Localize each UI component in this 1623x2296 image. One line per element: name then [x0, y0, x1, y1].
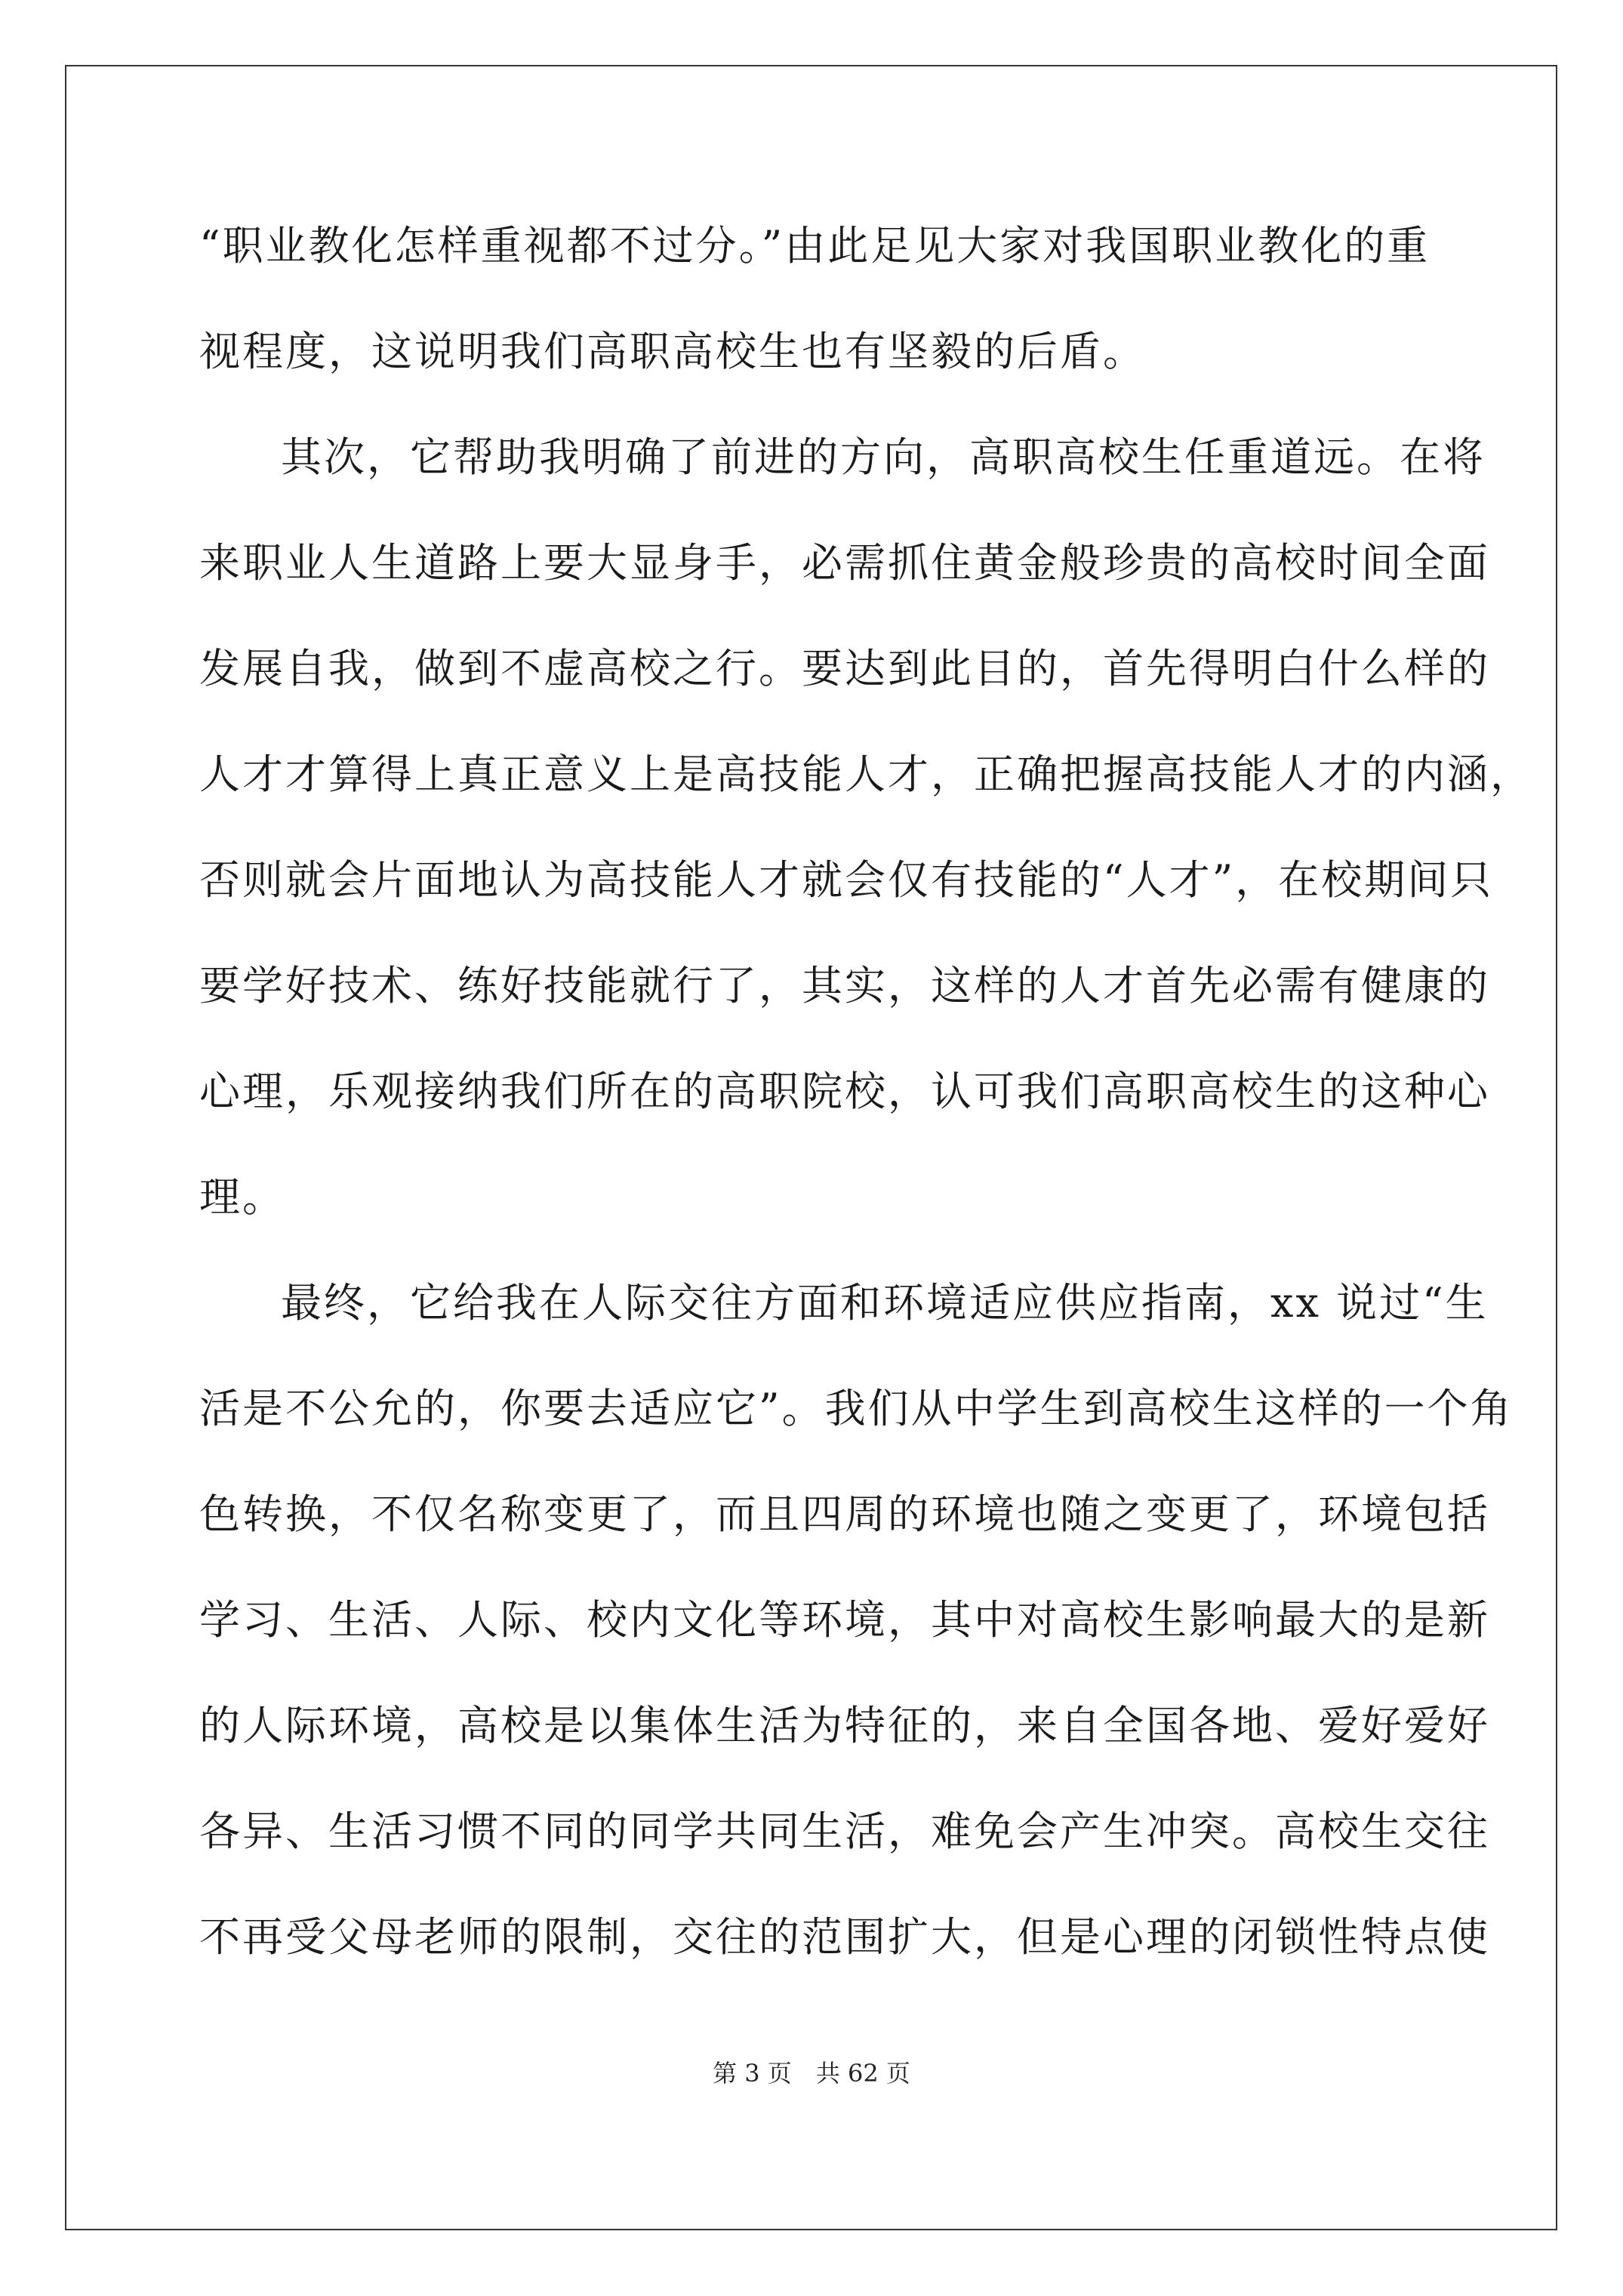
page-number: 第 3 页	[713, 2059, 792, 2088]
paragraph-start-line: 其次，它帮助我明确了前进的方向，高职高校生任重道远。在将	[281, 433, 1486, 481]
page-footer	[0, 2058, 1623, 2088]
text-line: 各异、生活习惯不同的同学共同生活，难免会产生冲突。高校生交往	[199, 1808, 1490, 1855]
text-line: 来职业人生道路上要大显身手，必需抓住黄金般珍贵的高校时间全面	[199, 539, 1490, 587]
text-line: 的人际环境，高校是以集体生活为特征的，来自全国各地、爱好爱好	[199, 1702, 1490, 1749]
text-line: 不再受父母老师的限制，交往的范围扩大，但是心理的闭锁性特点使	[199, 1913, 1490, 1961]
text-line: 否则就会片面地认为高技能人才就会仅有技能的“人才”，在校期间只	[199, 856, 1494, 904]
text-line: 要学好技术、练好技能就行了，其实，这样的人才首先必需有健康的	[199, 962, 1490, 1009]
text-line: 视程度，这说明我们高职高校生也有坚毅的后盾。	[199, 328, 1146, 375]
text-line: “职业教化怎样重视都不过分。”由此足见大家对我国职业教化的重	[199, 222, 1431, 270]
text-line: 活是不公允的，你要去适应它”。我们从中学生到高校生这样的一个角	[199, 1385, 1514, 1432]
paragraph-start-line: 最终，它给我在人际交往方面和环境适应供应指南，xx 说过“生	[281, 1279, 1489, 1327]
text-line: 人才才算得上真正意义上是高技能人才，正确把握高技能人才的内涵，	[199, 750, 1533, 798]
text-line: 色转换，不仅名称变更了，而且四周的环境也随之变更了，环境包括	[199, 1490, 1490, 1538]
text-line: 学习、生活、人际、校内文化等环境，其中对高校生影响最大的是新	[199, 1596, 1490, 1644]
page-total: 共 62 页	[815, 2059, 910, 2088]
text-line: 发展自我，做到不虚高校之行。要达到此目的，首先得明白什么样的	[199, 645, 1490, 692]
text-line: 心理，乐观接纳我们所在的高职院校，认可我们高职高校生的这种心	[199, 1068, 1490, 1115]
text-line: 理。	[199, 1173, 285, 1221]
document-body	[199, 216, 1533, 2013]
